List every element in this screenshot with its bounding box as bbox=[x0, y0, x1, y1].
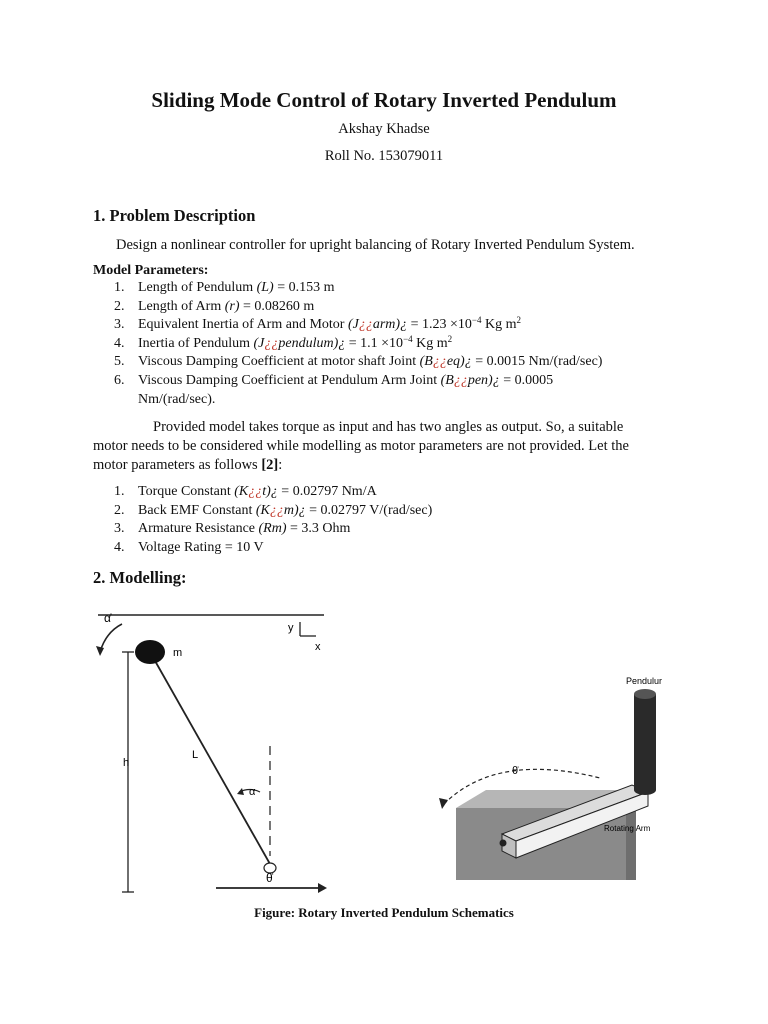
motor-paragraph: Provided model takes torque as input and has two angles as output. So, a suitable motor needs to be considered while modelling as motor parameters are not provided. Let the motor parameters as follows [2]: bbox=[93, 419, 629, 473]
author-name: Akshay Khadse bbox=[338, 121, 430, 137]
pendulum-side-view-diagram bbox=[92, 606, 332, 902]
label-length: L bbox=[192, 749, 199, 761]
citation-ref[interactable]: [2] bbox=[261, 457, 279, 473]
label-theta-dot: θ̇ bbox=[512, 765, 519, 777]
pendulum-rod bbox=[150, 652, 270, 864]
rotary-pendulum-3d-diagram bbox=[436, 668, 666, 880]
list-item: 5. Viscous Damping Coefficient at motor shaft Joint (B¿¿eq)¿ = 0.0015 Nm/(rad/sec) bbox=[114, 354, 603, 370]
list-item: 6. Viscous Damping Coefficient at Pendulum Arm Joint (B¿¿pen)¿ = 0.0005 Nm/(rad/sec). bbox=[114, 372, 554, 407]
roll-number: Roll No. 153079011 bbox=[324, 148, 444, 164]
label-rotating-arm: Rotating Arm bbox=[604, 824, 651, 833]
arm-pivot-dot bbox=[500, 840, 507, 847]
label-x-axis: x bbox=[315, 641, 321, 653]
model-parameters-list bbox=[93, 279, 653, 409]
arrowhead-icon bbox=[237, 788, 244, 795]
label-theta-dot: θ̇ bbox=[266, 871, 273, 885]
pendulum-mass bbox=[135, 640, 165, 664]
figure-caption: Figure: Rotary Inverted Pendulum Schematics bbox=[254, 905, 514, 920]
section-heading-problem: 1. Problem Description bbox=[93, 206, 256, 225]
arrowhead-icon bbox=[318, 883, 327, 893]
paper-title: Sliding Mode Control of Rotary Inverted Pendulum bbox=[151, 88, 617, 112]
list-item: 2. Back EMF Constant (K¿¿m)¿ = 0.02797 V/(rad/sec) bbox=[114, 502, 433, 518]
list-item: 1. Torque Constant (K¿¿t)¿ = 0.02797 Nm/A bbox=[114, 484, 377, 499]
label-alpha: α bbox=[249, 786, 256, 798]
model-parameters-heading: Model Parameters: bbox=[93, 263, 209, 278]
motor-parameters-list bbox=[93, 483, 653, 557]
arrowhead-icon bbox=[96, 646, 104, 656]
list-item: 4. Inertia of Pendulum (J¿¿pendulum)¿ = $1.1 \times 10^{-4}$ Kg $m^2$ bbox=[114, 333, 453, 351]
label-alpha-dot: α̇ bbox=[104, 611, 111, 625]
list-item: 4. Voltage Rating = 10 V bbox=[114, 539, 264, 555]
pendulum-rod-bottom bbox=[634, 785, 656, 795]
problem-statement: Design a nonlinear controller for upright balancing of Rotary Inverted Pendulum System. bbox=[116, 237, 635, 253]
alpha-rotation-arrow bbox=[100, 624, 122, 652]
label-y-axis: y bbox=[288, 622, 294, 634]
section-heading-modelling: 2. Modelling: bbox=[93, 568, 187, 587]
list-item: 2. Length of Arm (r) = 0.08260 m bbox=[114, 298, 315, 314]
label-mass: m bbox=[173, 647, 183, 659]
list-item: 1. Length of Pendulum (L) = 0.153 m bbox=[114, 280, 335, 295]
label-pendulum: Pendulur bbox=[626, 676, 663, 686]
label-height: h bbox=[123, 757, 130, 769]
list-item: 3. Armature Resistance (Rm) = 3.3 Ohm bbox=[114, 521, 351, 537]
list-item: 3. Equivalent Inertia of Arm and Motor (J¿¿arm)¿ = $1.23 \times 10^{-4}$ Kg $m^2$ bbox=[114, 315, 521, 333]
pendulum-rod-top bbox=[634, 689, 656, 699]
pendulum-rod bbox=[634, 694, 656, 790]
arrowhead-icon bbox=[439, 798, 448, 809]
